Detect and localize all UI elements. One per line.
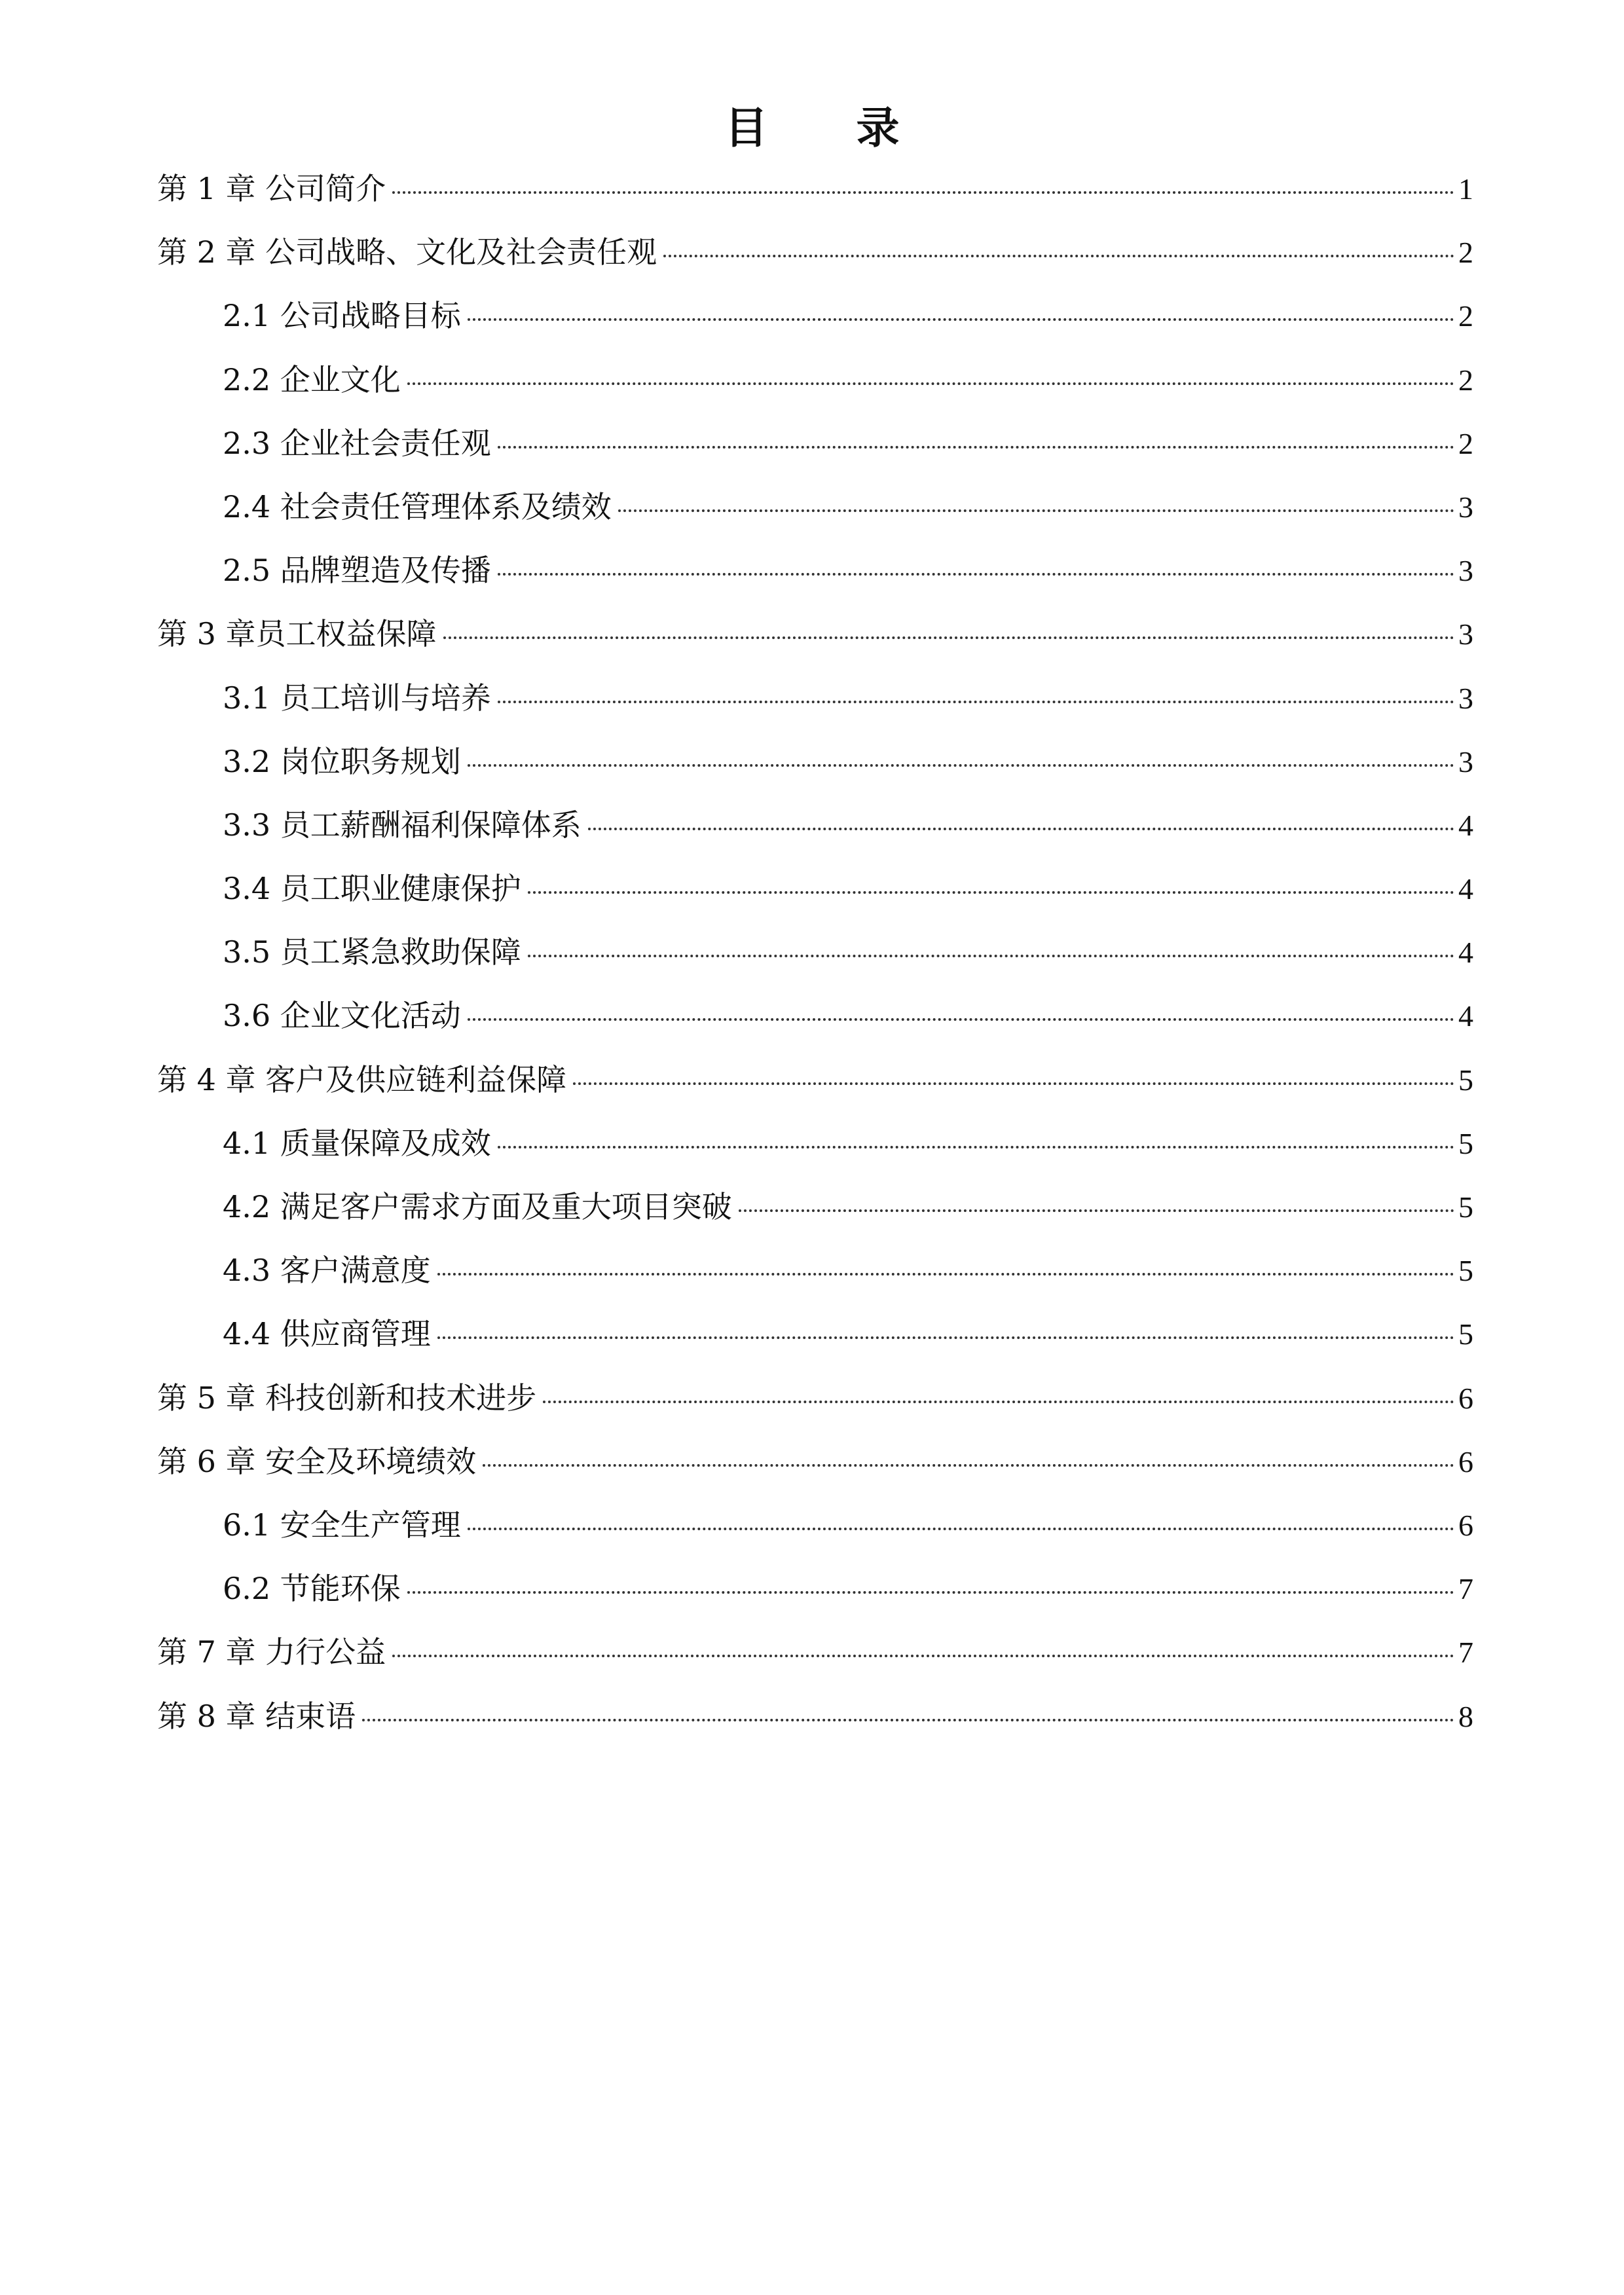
toc-entry-page-number: 6 — [1458, 1381, 1473, 1415]
toc-section-entry[interactable] — [157, 730, 1473, 794]
toc-dot-leader — [468, 1528, 1454, 1530]
toc-chapter-entry[interactable] — [157, 602, 1473, 666]
toc-entry-label: 3.4 员工职业健康保护 — [223, 871, 521, 907]
toc-entry-page-number: 4 — [1458, 936, 1473, 970]
toc-entry-page-number: 3 — [1458, 681, 1473, 715]
toc-entry-label: 第 8 章 结束语 — [157, 1698, 356, 1734]
toc-dot-leader — [618, 509, 1454, 512]
toc-list — [157, 157, 1473, 1748]
toc-section-entry[interactable] — [157, 1175, 1473, 1239]
toc-dot-leader — [437, 1273, 1454, 1276]
toc-entry-label: 第 3 章员工权益保障 — [157, 616, 437, 652]
toc-entry-page-number: 2 — [1458, 236, 1473, 270]
toc-dot-leader — [663, 255, 1454, 257]
toc-entry-page-number: 2 — [1458, 299, 1473, 333]
toc-section-entry[interactable] — [157, 475, 1473, 539]
toc-dot-leader — [483, 1464, 1454, 1467]
toc-entry-page-number: 5 — [1458, 1063, 1473, 1097]
toc-chapter-entry[interactable] — [157, 1685, 1473, 1748]
toc-entry-label: 第 4 章 客户及供应链利益保障 — [157, 1061, 567, 1097]
toc-entry-page-number: 3 — [1458, 490, 1473, 524]
toc-section-entry[interactable] — [157, 857, 1473, 921]
toc-section-entry[interactable] — [157, 348, 1473, 412]
toc-entry-page-number: 4 — [1458, 999, 1473, 1033]
toc-entry-label: 2.1 公司战略目标 — [223, 298, 461, 334]
toc-entry-label: 3.6 企业文化活动 — [223, 998, 461, 1034]
toc-section-entry[interactable] — [157, 412, 1473, 475]
toc-entry-page-number: 4 — [1458, 808, 1473, 842]
toc-chapter-entry[interactable] — [157, 1048, 1473, 1112]
toc-dot-leader — [443, 636, 1454, 639]
toc-entry-label: 4.2 满足客户需求方面及重大项目突破 — [223, 1189, 732, 1224]
toc-entry-label: 2.2 企业文化 — [223, 361, 401, 397]
toc-entry-label: 第 7 章 力行公益 — [157, 1634, 386, 1670]
toc-entry-page-number: 5 — [1458, 1317, 1473, 1351]
toc-dot-leader — [362, 1719, 1454, 1721]
toc-entry-label: 2.4 社会责任管理体系及绩效 — [223, 488, 612, 524]
toc-chapter-entry[interactable] — [157, 1367, 1473, 1430]
toc-dot-leader — [498, 1146, 1454, 1148]
toc-entry-page-number: 2 — [1458, 363, 1473, 397]
toc-section-entry[interactable] — [157, 1239, 1473, 1302]
toc-section-entry[interactable] — [157, 667, 1473, 730]
toc-entry-page-number: 1 — [1458, 172, 1473, 206]
toc-section-entry[interactable] — [157, 794, 1473, 857]
toc-chapter-entry[interactable] — [157, 1430, 1473, 1494]
toc-dot-leader — [407, 382, 1454, 385]
toc-dot-leader — [543, 1401, 1454, 1403]
toc-section-entry[interactable] — [157, 1557, 1473, 1621]
toc-entry-label: 4.1 质量保障及成效 — [223, 1125, 491, 1161]
toc-title: 目 录 — [724, 102, 936, 153]
toc-chapter-entry[interactable] — [157, 1621, 1473, 1684]
toc-entry-page-number: 5 — [1458, 1126, 1473, 1160]
toc-entry-label: 第 2 章 公司战略、文化及社会责任观 — [157, 234, 657, 270]
toc-entry-page-number: 3 — [1458, 554, 1473, 588]
toc-section-entry[interactable] — [157, 539, 1473, 602]
toc-dot-leader — [437, 1336, 1454, 1339]
toc-section-entry[interactable] — [157, 984, 1473, 1048]
toc-entry-page-number: 7 — [1458, 1636, 1473, 1670]
toc-dot-leader — [392, 1655, 1454, 1657]
toc-dot-leader — [407, 1591, 1454, 1594]
toc-entry-label: 2.5 品牌塑造及传播 — [223, 553, 491, 589]
toc-entry-page-number: 3 — [1458, 744, 1473, 779]
toc-entry-page-number: 6 — [1458, 1444, 1473, 1478]
toc-section-entry[interactable] — [157, 1494, 1473, 1557]
toc-entry-label: 第 5 章 科技创新和技术进步 — [157, 1380, 537, 1416]
toc-entry-label: 4.4 供应商管理 — [223, 1316, 431, 1352]
toc-entry-page-number: 2 — [1458, 426, 1473, 460]
toc-entry-label: 第 1 章 公司简介 — [157, 171, 386, 206]
toc-entry-label: 第 6 章 安全及环境绩效 — [157, 1443, 477, 1479]
toc-section-entry[interactable] — [157, 284, 1473, 348]
toc-dot-leader — [498, 701, 1454, 703]
toc-dot-leader — [468, 764, 1454, 767]
toc-entry-label: 3.5 员工紧急救助保障 — [223, 934, 521, 970]
toc-entry-page-number: 4 — [1458, 872, 1473, 906]
toc-dot-leader — [468, 1018, 1454, 1021]
toc-dot-leader — [573, 1082, 1454, 1085]
toc-section-entry[interactable] — [157, 1302, 1473, 1366]
toc-entry-page-number: 5 — [1458, 1190, 1473, 1224]
toc-entry-label: 3.1 员工培训与培养 — [223, 680, 491, 716]
toc-dot-leader — [528, 891, 1454, 894]
toc-dot-leader — [498, 573, 1454, 576]
toc-entry-label: 3.3 员工薪酬福利保障体系 — [223, 807, 581, 843]
toc-section-entry[interactable] — [157, 921, 1473, 984]
toc-dot-leader — [498, 446, 1454, 449]
toc-entry-page-number: 8 — [1458, 1699, 1473, 1733]
toc-dot-leader — [392, 191, 1454, 194]
toc-entry-page-number: 5 — [1458, 1254, 1473, 1288]
toc-entry-label: 2.3 企业社会责任观 — [223, 425, 491, 461]
toc-entry-page-number: 7 — [1458, 1572, 1473, 1606]
toc-entry-label: 4.3 客户满意度 — [223, 1253, 431, 1289]
toc-dot-leader — [528, 955, 1454, 957]
toc-entry-page-number: 6 — [1458, 1508, 1473, 1542]
toc-chapter-entry[interactable] — [157, 221, 1473, 284]
toc-dot-leader — [468, 318, 1454, 321]
toc-entry-page-number: 3 — [1458, 617, 1473, 652]
toc-section-entry[interactable] — [157, 1112, 1473, 1175]
toc-chapter-entry[interactable] — [157, 157, 1473, 221]
toc-entry-label: 6.1 安全生产管理 — [223, 1507, 461, 1543]
toc-entry-label: 6.2 节能环保 — [223, 1571, 401, 1607]
toc-dot-leader — [739, 1209, 1454, 1212]
toc-dot-leader — [588, 828, 1454, 830]
toc-entry-label: 3.2 岗位职务规划 — [223, 743, 461, 779]
